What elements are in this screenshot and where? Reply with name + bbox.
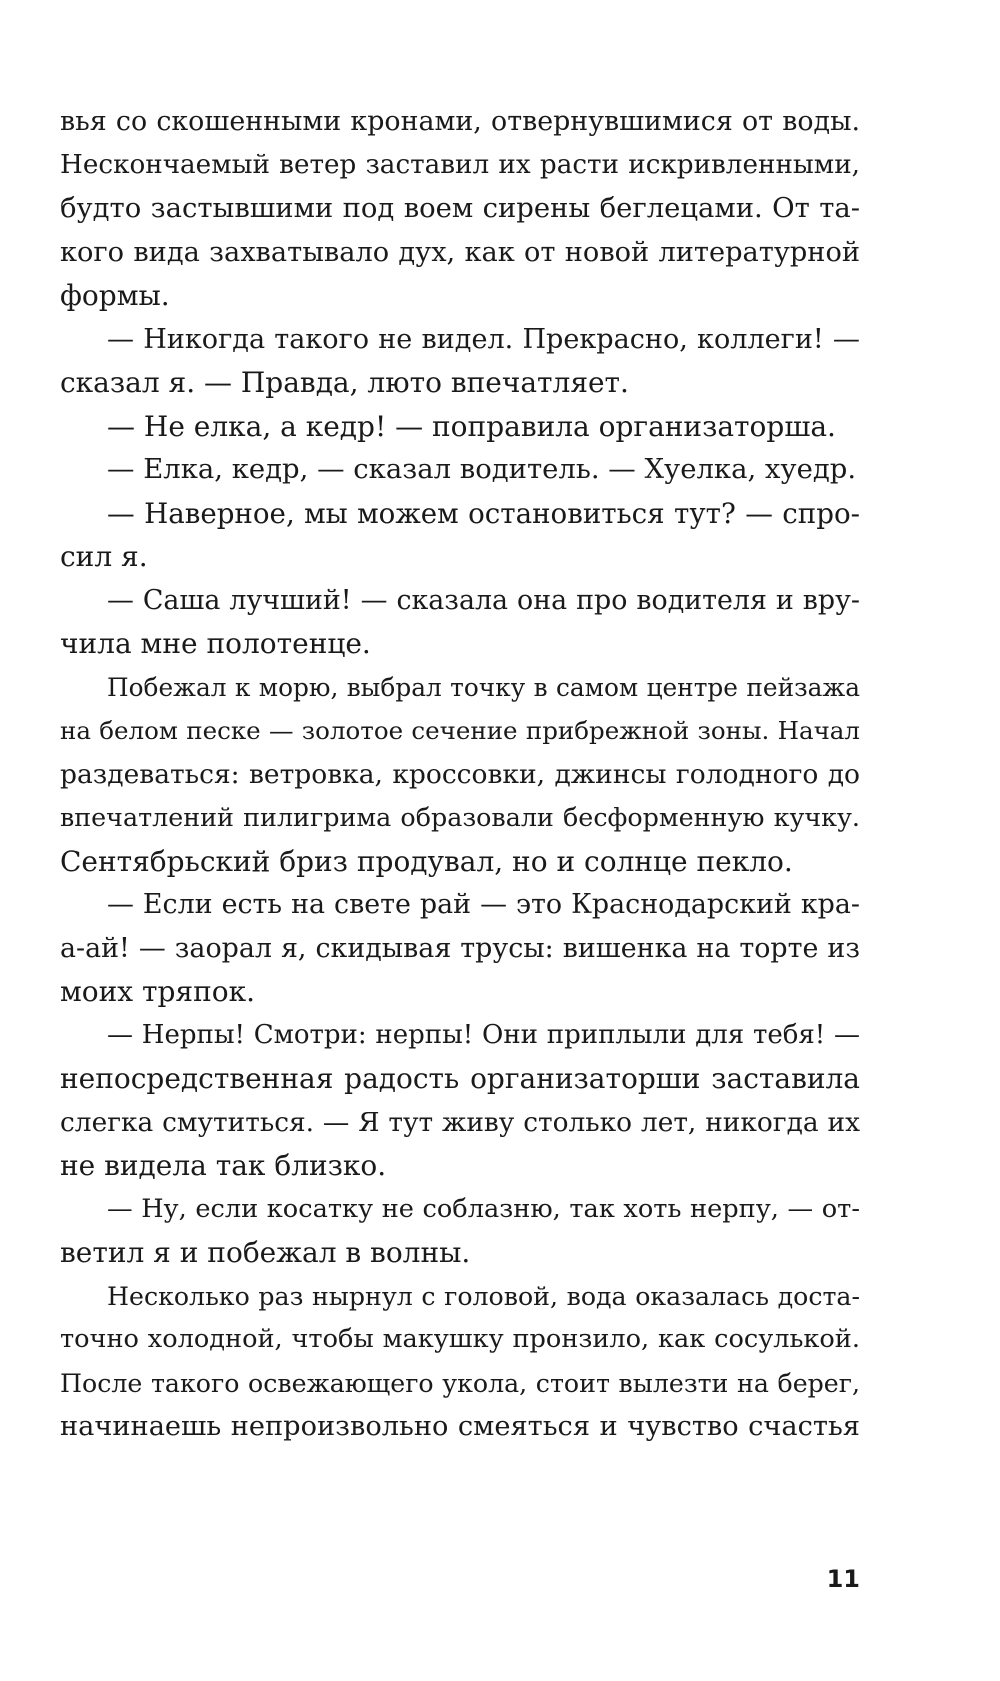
text-line: — Если есть на свете рай — это Краснодарский кра- <box>107 889 860 920</box>
text-line: моих тряпок. <box>60 975 255 1008</box>
page-number: 11 <box>826 1565 860 1593</box>
text-line: — Не елка, а кедр! — поправила организаторша. <box>107 409 836 443</box>
page-body <box>60 100 860 1449</box>
text-line: — Нерпы! Смотри: нерпы! Они приплыли для тебя! — <box>107 1019 860 1050</box>
text-line: сил я. <box>60 540 148 573</box>
text-line: Сентябрьский бриз продувал, но и солнце пекло. <box>60 844 793 878</box>
text-line: формы. <box>60 279 170 312</box>
text-line: вья со скошенными кронами, отвернувшимися от воды. <box>60 106 860 137</box>
text-line: начинаешь непроизвольно смеяться и чувство счастья <box>60 1411 860 1442</box>
text-line: кого вида захватывало дух, как от новой литературной <box>60 236 860 268</box>
text-line: точно холодной, чтобы макушку пронзило, как сосулькой. <box>60 1324 860 1354</box>
text-line: — Саша лучший! — сказала она про водителя и вру- <box>107 584 860 616</box>
text-line: После такого освежающего укола, стоит вылезти на берег, <box>60 1368 860 1398</box>
text-line: — Ну, если косатку не соблазню, так хоть нерпу, — от- <box>107 1193 860 1224</box>
text-line: ветил я и побежал в волны. <box>60 1236 471 1269</box>
text-line: не видела так близко. <box>60 1149 387 1182</box>
text-line: сказал я. — Правда, люто впечатляет. <box>60 366 629 399</box>
text-line: на белом песке — золотое сечение прибрежной зоны. Начал <box>60 716 860 745</box>
text-line: будто застывшими под воем сирены беглецами. От та- <box>60 193 860 224</box>
text-line: непосредственная радость организаторши заставила <box>60 1062 860 1095</box>
text-line: Побежал к морю, выбрал точку в самом центре пейзажа <box>107 672 860 702</box>
text-line: чила мне полотенце. <box>60 627 371 660</box>
text-line: раздеваться: ветровка, кроссовки, джинсы голодного до <box>60 758 860 790</box>
text-line: Нескончаемый ветер заставил их расти искривленными, <box>60 149 860 180</box>
text-line: впечатлений пилигрима образовали бесформенную кучку. <box>60 802 860 832</box>
text-line: а-ай! — заорал я, скидывая трусы: вишенка на торте из <box>60 932 860 964</box>
text-line: — Никогда такого не видел. Прекрасно, коллеги! — <box>107 323 860 355</box>
text-line: — Елка, кедр, — сказал водитель. — Хуелка, хуедр. <box>107 454 857 485</box>
text-line: — Наверное, мы можем остановиться тут? — спро- <box>107 496 860 530</box>
text-line: слегка смутиться. — Я тут живу столько лет, никогда их <box>60 1106 860 1138</box>
text-line: Несколько раз нырнул с головой, вода оказалась доста- <box>107 1281 860 1311</box>
